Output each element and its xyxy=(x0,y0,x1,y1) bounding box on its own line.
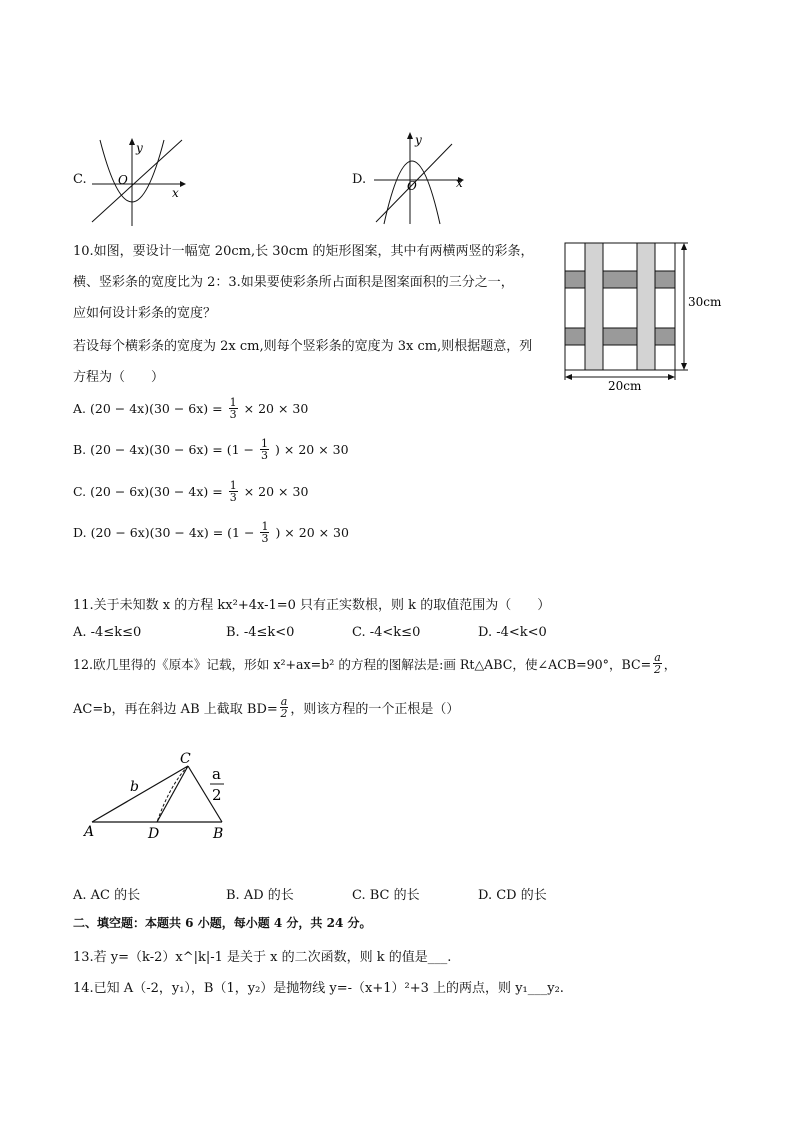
q12-line-2: AC=b，再在斜边 AB 上截取 BD= $\frac{a}{2}$ ，则该方程的一个正根是（） xyxy=(73,695,460,720)
q12-label-side-b: b xyxy=(130,779,139,795)
q10-option-b: B. (20 − 4x)(30 − 6x) = (1 − $\frac{1}{3}$ ) × 20 × 30 xyxy=(73,437,349,462)
q10-line-5: 方程为（ ） xyxy=(73,370,165,385)
q10-line-4: 若设每个横彩条的宽度为 2x cm,则每个竖彩条的宽度为 3x cm,则根据题意，列 xyxy=(73,339,533,354)
q10-figure-width-label: 20cm xyxy=(608,379,642,393)
q10-line-2: 横、竖彩条的宽度比为 2：3.如果要使彩条所占面积是图案面积的三分之一， xyxy=(73,275,514,290)
q12-option-d: D. CD 的长 xyxy=(478,888,547,903)
q12-label-frac-a: a xyxy=(212,765,221,783)
q11-option-d: D. -4<k<0 xyxy=(478,625,547,640)
q12-label-a: A xyxy=(84,824,95,840)
q9d-axis-x: x xyxy=(456,176,463,190)
q9-option-d-graph xyxy=(370,128,470,226)
q14-text: 14.已知 A（-2，y₁），B（1，y₂）是抛物线 y=-（x+1）²+3 上的两点，则 y₁___y₂. xyxy=(73,981,564,996)
q12-label-frac-2: 2 xyxy=(212,786,222,804)
q10-line-1: 10.如图，要设计一幅宽 20cm,长 30cm 的矩形图案，其中有两横两竖的彩条， xyxy=(73,244,534,259)
q10-option-c: C. (20 − 6x)(30 − 4x) = $\frac{1}{3}$ × 20 × 30 xyxy=(73,479,309,504)
section-2-title: 二、填空题：本题共 6 小题，每小题 4 分，共 24 分。 xyxy=(73,916,372,930)
q11-option-c: C. -4<k≤0 xyxy=(352,625,421,640)
q12-label-c: C xyxy=(180,751,191,767)
q9-option-c-graph xyxy=(88,136,188,228)
q12-option-c: C. BC 的长 xyxy=(352,888,420,903)
q9c-origin: O xyxy=(118,173,128,187)
q10-stripe-figure xyxy=(560,238,730,394)
q9d-origin: O xyxy=(407,179,417,193)
q12-label-b: B xyxy=(213,826,224,842)
q12-option-b: B. AD 的长 xyxy=(226,888,294,903)
q12-label-d: D xyxy=(148,826,160,842)
q9c-axis-y: y xyxy=(136,141,143,155)
q11-stem: 11.关于未知数 x 的方程 kx²+4x-1=0 只有正实数根，则 k 的取值范围为（ ） xyxy=(73,598,551,613)
q10-option-a: A. (20 − 4x)(30 − 6x) = $\frac{1}{3}$ × 20 × 30 xyxy=(73,396,309,421)
q11-option-a: A. -4≤k≤0 xyxy=(73,625,142,640)
q13-text: 13.若 y=（k-2）x^|k|-1 是关于 x 的二次函数，则 k 的值是___. xyxy=(73,950,452,965)
q11-option-b: B. -4≤k<0 xyxy=(226,625,295,640)
q10-option-d: D. (20 − 6x)(30 − 4x) = (1 − $\frac{1}{3}$ ) × 20 × 30 xyxy=(73,520,349,545)
q12-option-a: A. AC 的长 xyxy=(73,888,141,903)
q10-figure-height-label: 30cm xyxy=(688,295,722,309)
q9-option-c-label: C. xyxy=(73,172,87,187)
q9d-axis-y: y xyxy=(415,133,422,147)
q12-triangle-figure xyxy=(80,745,250,845)
q10-line-3: 应如何设计彩条的宽度？ xyxy=(73,306,217,321)
q9c-axis-x: x xyxy=(172,186,179,200)
q12-line-1: 12.欧几里得的《原本》记载，形如 x²+ax=b² 的方程的图解法是:画 Rt△ABC，使∠ACB=90°，BC= $\frac{a}{2}$ ， xyxy=(73,651,677,676)
q9-option-d-label: D. xyxy=(352,172,367,187)
